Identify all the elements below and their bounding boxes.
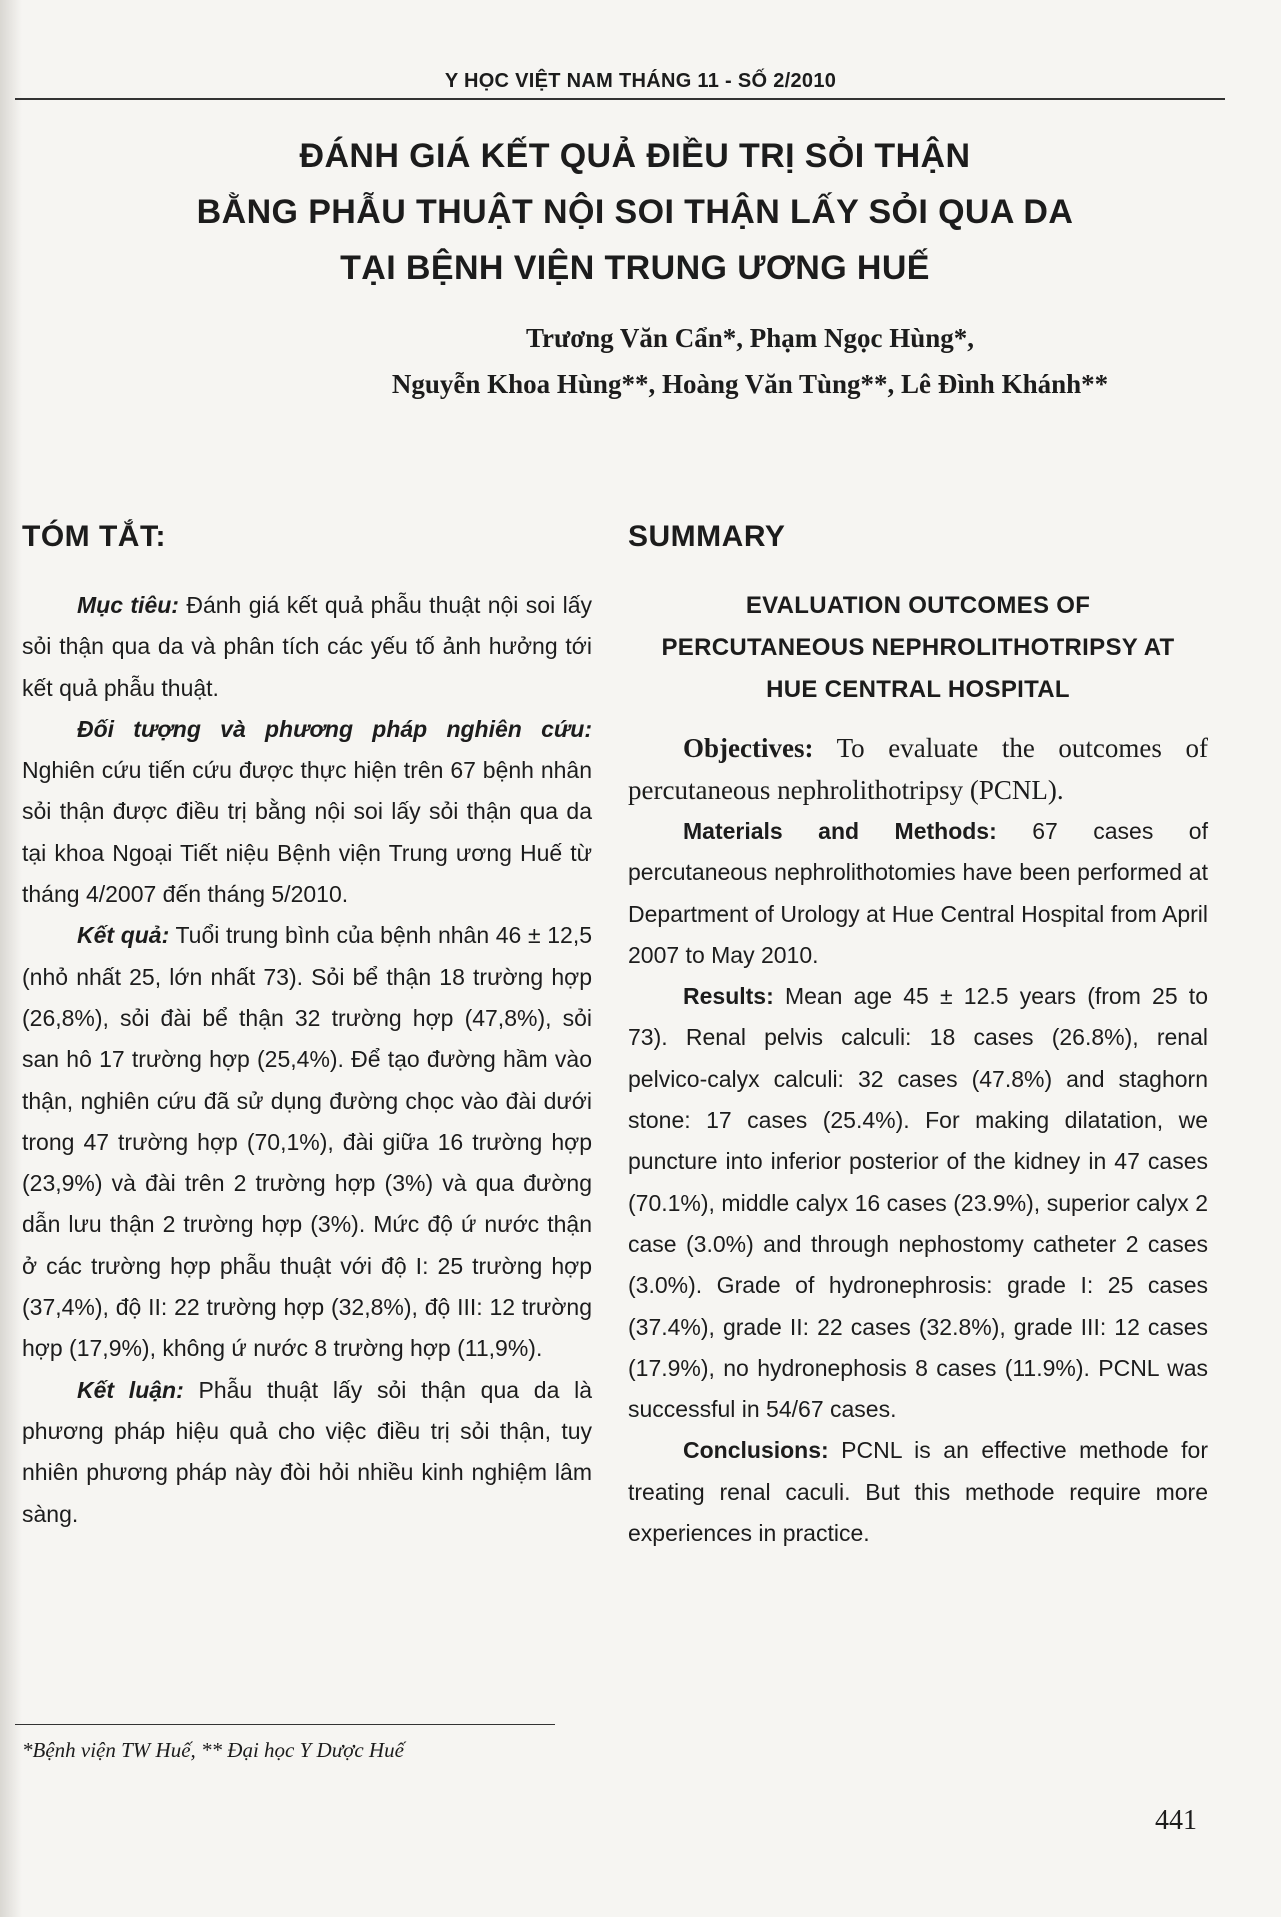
paragraph-label: Objectives: [683,733,814,763]
abstract-paragraph-objectives [22,585,592,709]
article-title [100,128,1170,296]
summary-heading: SUMMARY [628,520,786,553]
english-title-line: EVALUATION OUTCOMES OF [745,592,1091,619]
running-head: Y HỌC VIỆT NAM THÁNG 11 - SỐ 2/2010 [444,70,837,92]
abstract-paragraph-methods [22,709,592,915]
paragraph-text: Tuổi trung bình của bệnh nhân 46 ± 12,5 (nhỏ nhất 25, lớn nhất 73). Sỏi bể thận 18 trường hợp (26,8%), sỏi đài bể thận 32 trường hợp (47,8%), sỏi san hô 17 trường hợp (25,4%). Để tạo đường hầm vào thận, nghiên cứu đã sử dụng đường chọc vào đài dưới trong 47 trường hợp (70,1%), đài giữa 16 trường hợp (23,9%) và đài trên 2 trường hợp (3%) và qua đường dẫn lưu thận 2 trường hợp (3%). Mức độ ứ nước thận ở các trường hợp phẫu thuật với độ I: 25 trường hợp (37,4%), độ II: 22 trường hợp (32,8%), độ III: 12 trường hợp (17,9%), không ứ nước 8 trường hợp (11,9%). [22,922,593,1362]
summary-paragraph-objectives [628,727,1208,811]
paragraph-label: Results: [683,983,774,1010]
summary-paragraph-results [628,976,1208,1430]
title-line: TẠI BỆNH VIỆN TRUNG ƯƠNG HUẾ [340,249,930,287]
paragraph-text: Nghiên cứu tiến cứu được thực hiện trên 67 bệnh nhân sỏi thận được điều trị bằng nội soi lấy sỏi thận qua da tại khoa Ngoại Tiết niệu Bệnh viện Trung ương Huế từ tháng 4/2007 đến tháng 5/2010. [22,757,592,908]
footnote-rule [15,1724,555,1725]
paragraph-label: Materials and Methods: [683,818,997,844]
english-title [628,585,1208,711]
author-line: Nguyễn Khoa Hùng**, Hoàng Văn Tùng**, Lê Đình Khánh** [391,369,1109,399]
paragraph-label: Mục tiêu: [77,592,179,618]
author-line: Trương Văn Cẩn*, Phạm Ngọc Hùng*, [526,323,974,353]
english-title-line: HUE CENTRAL HOSPITAL [766,676,1070,703]
paragraph-text: Mean age 45 ± 12.5 years (from 25 to 73). Renal pelvis calculi: 18 cases (26.8%), renal pelvico-calyx calculi: 32 cases (47.8%) and staghorn stone: 17 cases (25.4%). For making dilatation, we puncture into inferior posterior of the kidney in 47 cases (70.1%), middle calyx 16 cases (23.9%), superior calyx 2 case (3.0%) and through nephostomy catheter 2 cases (3.0%). Grade of hydronephrosis: grade I: 25 cases (37.4%), grade II: 22 cases (32.8%), grade III: 12 cases (17.9%), no hydronephosis 8 cases (11.9%). PCNL was successful in 54/67 cases. [628,983,1208,1423]
author-list [320,315,1180,407]
paragraph-text: Đánh giá kết quả phẫu thuật nội soi lấy sỏi thận qua da và phân tích các yếu tố ảnh hưởng tới kết quả phẫu thuật. [22,592,593,701]
abstract-paragraph-results [22,915,592,1369]
page-number: 441 [1155,1805,1197,1836]
paragraph-text: Phẫu thuật lấy sỏi thận qua da là phương pháp hiệu quả cho việc điều trị sỏi thận, tuy nhiên phương pháp này đòi hỏi nhiều kinh nghiệm lâm sàng. [22,1376,593,1527]
title-line: BẰNG PHẪU THUẬT NỘI SOI THẬN LẤY SỎI QUA DA [196,193,1074,231]
scan-shadow-edge [0,0,22,1917]
paragraph-label: Kết quả: [77,922,170,949]
tom-tat-heading: TÓM TẮT: [22,520,166,553]
english-title-line: PERCUTANEOUS NEPHROLITHOTRIPSY AT [661,634,1175,661]
paragraph-text: PCNL is an effective methode for treating renal caculi. But this methode require more experiences in practice. [628,1437,1208,1547]
paragraph-text: 67 cases of percutaneous nephrolithotomies have been performed at Department of Urology at Hue Central Hospital from April 2007 to May 2010. [628,818,1208,968]
abstract-paragraph-conclusions [22,1370,592,1535]
paragraph-text: To evaluate the outcomes of percutaneous nephrolithotripsy (PCNL). [628,733,1208,805]
title-line: ĐÁNH GIÁ KẾT QUẢ ĐIỀU TRỊ SỎI THẬN [299,137,971,175]
paragraph-label: Đối tượng và phương pháp nghiên cứu: [77,715,592,742]
paragraph-label: Kết luận: [77,1376,184,1403]
summary-paragraph-conclusions [628,1430,1208,1554]
header-rule [15,98,1225,100]
summary-paragraph-methods [628,811,1208,976]
abstract-vietnamese [22,517,592,1535]
abstract-english [628,517,1208,1554]
affiliation-footnote: *Bệnh viện TW Huế, ** Đại học Y Dược Huế [22,1738,404,1762]
paragraph-label: Conclusions: [683,1437,829,1464]
